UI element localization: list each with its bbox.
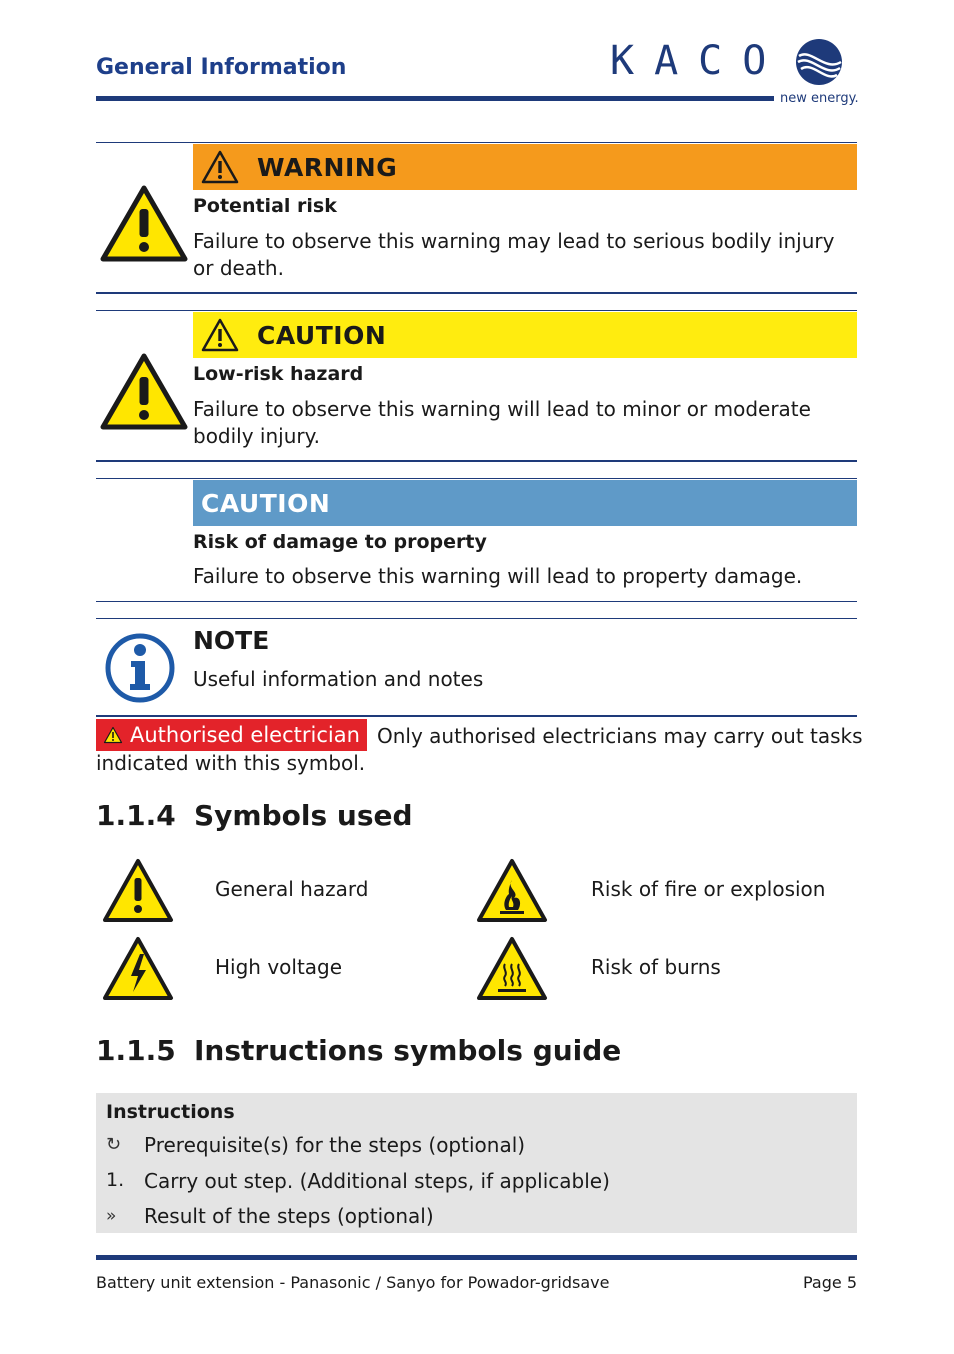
- symbols-heading: [96, 799, 413, 832]
- instructions-box-title: Instructions: [106, 1101, 235, 1123]
- caution-title: CAUTION: [257, 320, 387, 350]
- section-title: General Information: [96, 55, 347, 80]
- instruction-row-text: Prerequisite(s) for the steps (optional): [144, 1133, 526, 1157]
- footer-document-title: Battery unit extension - Panasonic / Sanyo for Powador-gridsave: [96, 1273, 610, 1292]
- divider: [96, 460, 857, 462]
- divider: [96, 618, 857, 619]
- warning-small-icon: [201, 150, 239, 184]
- prerequisite-icon: ↻: [106, 1134, 122, 1155]
- footer-rule: [96, 1255, 857, 1260]
- note-title: NOTE: [193, 626, 270, 655]
- symbol-label-fire: Risk of fire or explosion: [591, 877, 826, 901]
- instruction-row-text: Carry out step. (Additional steps, if applicable): [144, 1169, 610, 1193]
- hot-surface-icon: [476, 936, 548, 1002]
- general-hazard-icon: [102, 858, 174, 924]
- property-caution-text: Failure to observe this warning will lead to property damage.: [193, 564, 803, 588]
- divider: [96, 310, 857, 311]
- symbols-heading-title: Symbols used: [194, 799, 413, 832]
- high-voltage-icon: [102, 936, 174, 1002]
- caution-subtitle: Low-risk hazard: [193, 363, 364, 385]
- fire-hazard-icon: [476, 858, 548, 924]
- divider: [96, 142, 857, 143]
- note-text: Useful information and notes: [193, 667, 484, 691]
- warning-title: WARNING: [257, 152, 398, 182]
- kaco-logo-subtitle: new energy.: [780, 91, 859, 106]
- symbol-label-general-hazard: General hazard: [215, 877, 369, 901]
- info-icon: [104, 632, 176, 704]
- warning-band: [193, 144, 857, 190]
- symbol-label-high-voltage: High voltage: [215, 955, 343, 979]
- caution-text: Failure to observe this warning will lead to minor or moderate bodily injury.: [193, 397, 811, 448]
- kaco-logo-icon: [795, 38, 843, 86]
- electrician-text-line1: Only authorised electricians may carry out tasks: [377, 724, 863, 748]
- warning-small-icon: [103, 726, 123, 744]
- instruction-row-text: Result of the steps (optional): [144, 1204, 434, 1228]
- divider: [96, 478, 857, 479]
- instructions-heading-title: Instructions symbols guide: [194, 1034, 622, 1067]
- authorised-electrician-badge: [96, 719, 367, 751]
- general-hazard-icon: [100, 353, 188, 431]
- electrician-text-line2: indicated with this symbol.: [96, 751, 366, 775]
- caution-band: [193, 312, 857, 358]
- property-caution-subtitle: Risk of damage to property: [193, 531, 487, 553]
- instructions-heading-number: 1.1.5: [96, 1034, 176, 1067]
- divider: [96, 715, 857, 717]
- divider: [96, 601, 857, 602]
- kaco-logo-text: KACO: [610, 38, 787, 84]
- property-caution-band: [193, 480, 857, 526]
- result-icon: »: [106, 1206, 117, 1226]
- warning-subtitle: Potential risk: [193, 195, 337, 217]
- step-number: 1.: [106, 1169, 125, 1191]
- general-hazard-icon: [100, 185, 188, 263]
- warning-text: Failure to observe this warning may lead to serious bodily injury or death.: [193, 229, 835, 280]
- instructions-heading: [96, 1034, 621, 1067]
- divider: [96, 292, 857, 294]
- page-number: Page 5: [803, 1273, 857, 1292]
- header-rule: [96, 96, 774, 101]
- electrician-badge-label: Authorised electrician: [130, 723, 360, 747]
- symbols-heading-number: 1.1.4: [96, 799, 176, 832]
- symbol-label-burns: Risk of burns: [591, 955, 721, 979]
- property-caution-title: CAUTION: [201, 488, 331, 518]
- caution-small-icon: [201, 318, 239, 352]
